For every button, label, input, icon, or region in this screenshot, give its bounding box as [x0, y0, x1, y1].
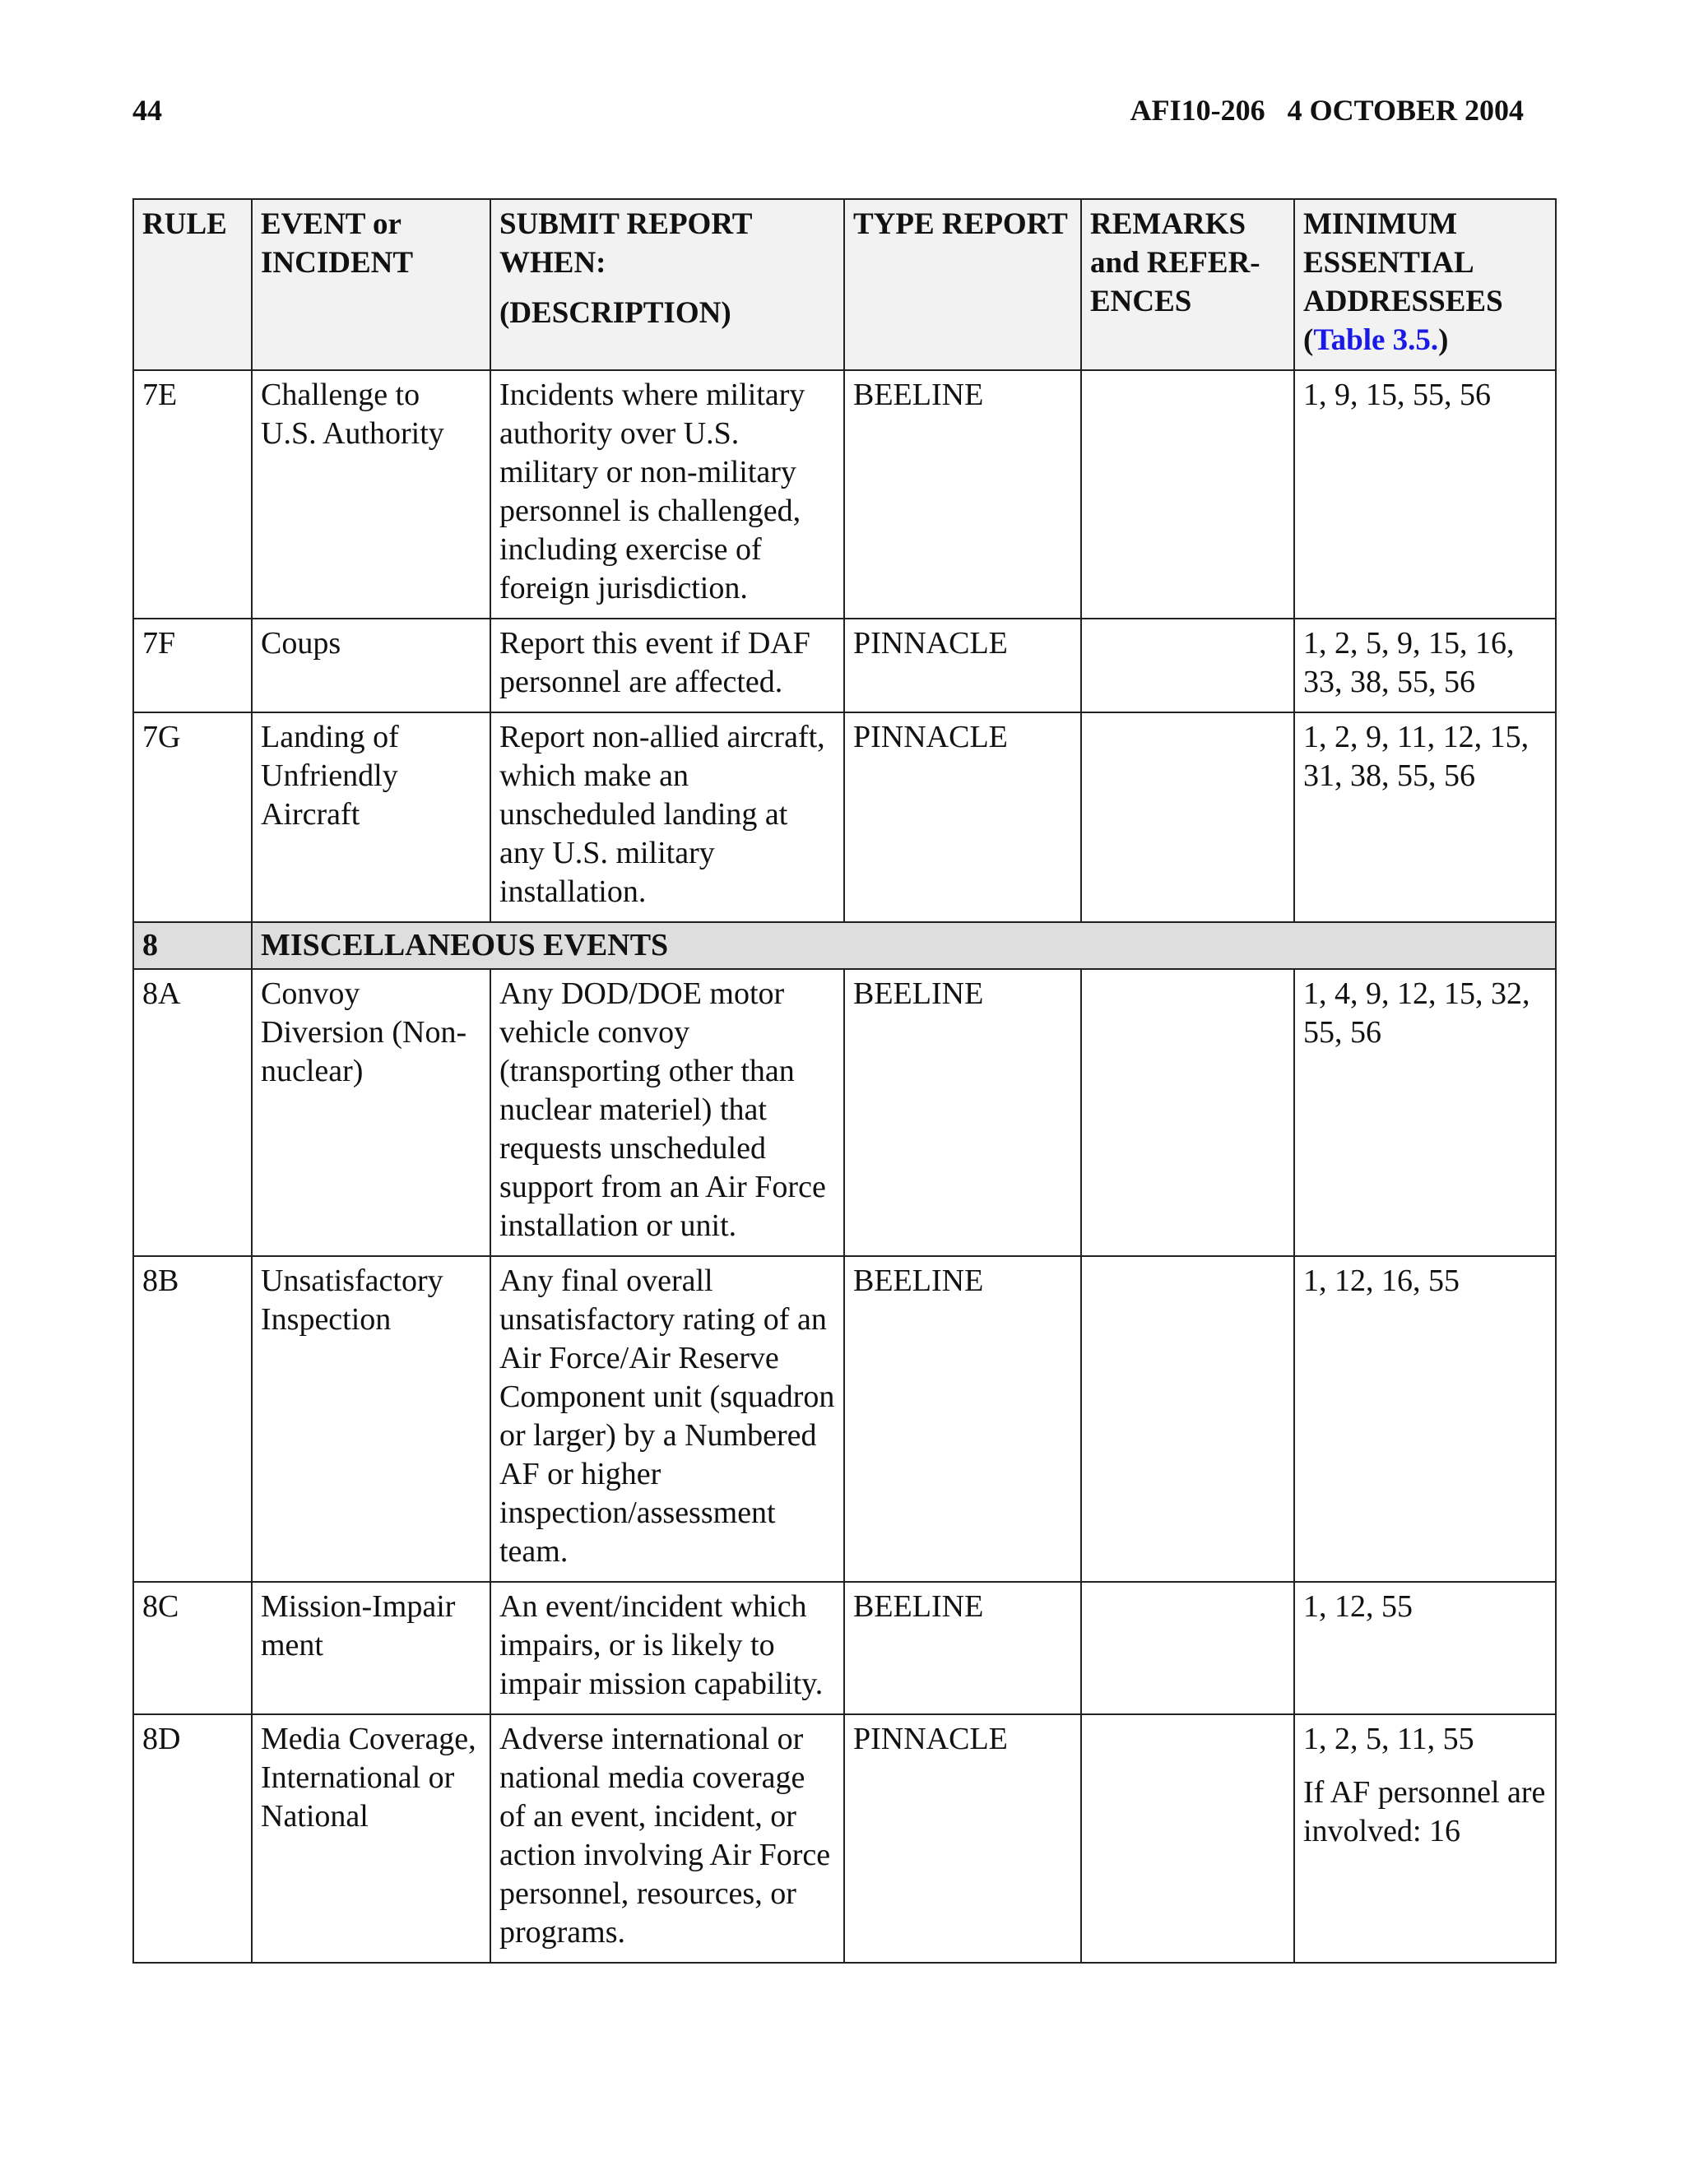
section-row [133, 922, 1556, 969]
remarks-cell [1081, 1714, 1294, 1963]
event-cell: Mission-Impair ment [252, 1582, 490, 1714]
addressees-cell: 1, 12, 55 [1294, 1582, 1556, 1714]
table-row [133, 1714, 1556, 1963]
header-event: EVENT or INCIDENT [252, 199, 490, 370]
event-cell: Coups [252, 619, 490, 712]
event-cell: Convoy Diversion (Non-nuclear) [252, 969, 490, 1256]
description-cell: Report this event if DAF personnel are affected. [490, 619, 844, 712]
rule-cell: 8A [133, 969, 252, 1256]
paren-open: ( [1303, 323, 1314, 357]
table-row [133, 619, 1556, 712]
type-cell: BEELINE [844, 370, 1081, 619]
addressees-cell: 1, 2, 9, 11, 12, 15, 31, 38, 55, 56 [1294, 712, 1556, 922]
rule-cell: 8D [133, 1714, 252, 1963]
paren-close: ) [1438, 323, 1449, 357]
section-number: 8 [133, 922, 252, 969]
remarks-cell [1081, 1582, 1294, 1714]
type-cell: BEELINE [844, 1582, 1081, 1714]
description-cell: Report non-allied aircraft, which make an unscheduled landing at any U.S. military installation. [490, 712, 844, 922]
page-number: 44 [132, 94, 162, 127]
event-cell: Landing of Unfriendly Aircraft [252, 712, 490, 922]
rule-cell: 7E [133, 370, 252, 619]
rule-cell: 7G [133, 712, 252, 922]
addressees-cell [1294, 1714, 1556, 1963]
addressees-cell: 1, 9, 15, 55, 56 [1294, 370, 1556, 619]
rule-cell: 8C [133, 1582, 252, 1714]
addressees-cell: 1, 2, 5, 9, 15, 16, 33, 38, 55, 56 [1294, 619, 1556, 712]
table-row [133, 370, 1556, 619]
remarks-cell [1081, 1256, 1294, 1582]
type-cell: BEELINE [844, 969, 1081, 1256]
remarks-cell [1081, 969, 1294, 1256]
description-cell: Any DOD/DOE motor vehicle convoy (transporting other than nuclear materiel) that requests unscheduled support from an Air Force installation or unit. [490, 969, 844, 1256]
header-submit [490, 199, 844, 370]
header-rule: RULE [133, 199, 252, 370]
remarks-cell [1081, 619, 1294, 712]
table-3-5-link[interactable]: Table 3.5. [1313, 323, 1439, 357]
addressees-cell: 1, 12, 16, 55 [1294, 1256, 1556, 1582]
header-addressees [1294, 199, 1556, 370]
header-type: TYPE REPORT [844, 199, 1081, 370]
addressees-note: If AF personnel are involved: 16 [1303, 1775, 1546, 1848]
table-row [133, 1582, 1556, 1714]
header-submit-label: SUBMIT REPORT WHEN: [499, 207, 752, 280]
remarks-cell [1081, 370, 1294, 619]
description-cell: Adverse international or national media coverage of an event, incident, or action involving Air Force personnel, resources, or programs. [490, 1714, 844, 1963]
section-title: MISCELLANEOUS EVENTS [252, 922, 1556, 969]
rule-cell: 8B [133, 1256, 252, 1582]
description-cell: Any final overall unsatisfactory rating of an Air Force/Air Reserve Component unit (squadron or larger) by a Numbered AF or higher inspection/assessment team. [490, 1256, 844, 1582]
header-addressees-label: MINIMUM ESSENTIAL ADDRESSEES [1303, 207, 1503, 318]
table-row [133, 1256, 1556, 1582]
type-cell: BEELINE [844, 1256, 1081, 1582]
table-row [133, 969, 1556, 1256]
addressees-list: 1, 2, 5, 11, 55 [1303, 1722, 1474, 1756]
table-header-row [133, 199, 1556, 370]
header-description-label: (DESCRIPTION) [499, 296, 731, 330]
type-cell: PINNACLE [844, 619, 1081, 712]
header-remarks: REMARKS and REFER-ENCES [1081, 199, 1294, 370]
document-id: AFI10-206 4 OCTOBER 2004 [1130, 94, 1524, 127]
rule-cell: 7F [133, 619, 252, 712]
event-cell: Challenge to U.S. Authority [252, 370, 490, 619]
table-row [133, 712, 1556, 922]
description-cell: Incidents where military authority over U.S. military or non-military personnel is challenged, including exercise of foreign jurisdiction. [490, 370, 844, 619]
event-cell: Unsatisfactory Inspection [252, 1256, 490, 1582]
type-cell: PINNACLE [844, 1714, 1081, 1963]
type-cell: PINNACLE [844, 712, 1081, 922]
description-cell: An event/incident which impairs, or is likely to impair mission capability. [490, 1582, 844, 1714]
remarks-cell [1081, 712, 1294, 922]
addressees-cell: 1, 4, 9, 12, 15, 32, 55, 56 [1294, 969, 1556, 1256]
reporting-rules-table [132, 198, 1557, 1964]
event-cell: Media Coverage, International or National [252, 1714, 490, 1963]
